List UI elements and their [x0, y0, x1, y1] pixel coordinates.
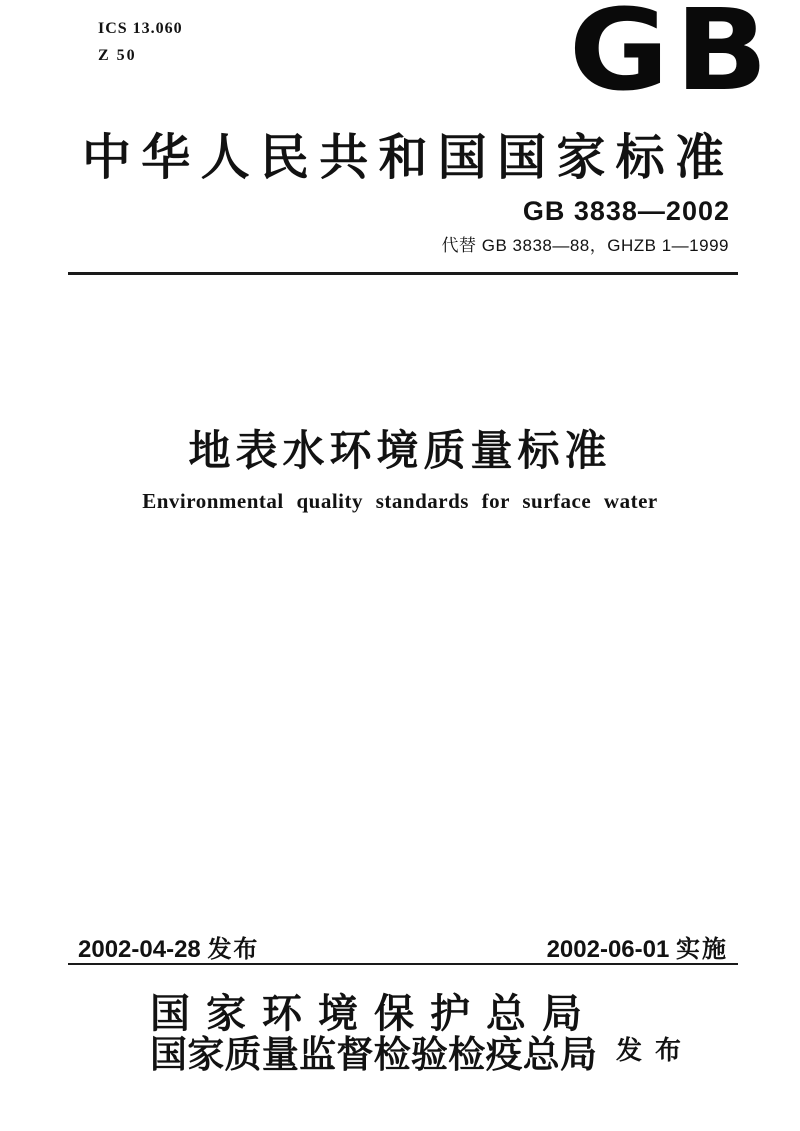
issuing-agency-quality-inspection: 国家质量监督检验检疫总局 [150, 1035, 597, 1076]
national-standard-heading: 中华人民共和国国家标准 [82, 130, 732, 185]
issue-date [78, 929, 259, 964]
issue-date-value: 2002-04-28 [78, 936, 201, 963]
header-divider-line [68, 272, 738, 275]
gb-logo: GB [568, 0, 774, 116]
publish-label: 发布 [616, 1036, 695, 1065]
implementation-date [547, 929, 728, 964]
implementation-date-value: 2002-06-01 [546, 936, 670, 963]
issuing-agency-environmental: 国家环境保护总局 [150, 991, 598, 1036]
standard-code: GB 3838—2002 [522, 196, 730, 226]
classification-code: Z 50 [98, 47, 137, 64]
footer-divider-line [68, 963, 738, 965]
replaces-note: 代替 GB 3838—88，GHZB 1—1999 [441, 236, 729, 255]
implementation-date-label: 实施 [676, 936, 728, 963]
document-title-chinese: 地表水环境质量标准 [188, 427, 612, 474]
issue-date-label: 发布 [207, 936, 260, 963]
ics-code: ICS 13.060 [98, 20, 183, 37]
document-title-english: Environmental quality standards for surface water [142, 489, 658, 513]
